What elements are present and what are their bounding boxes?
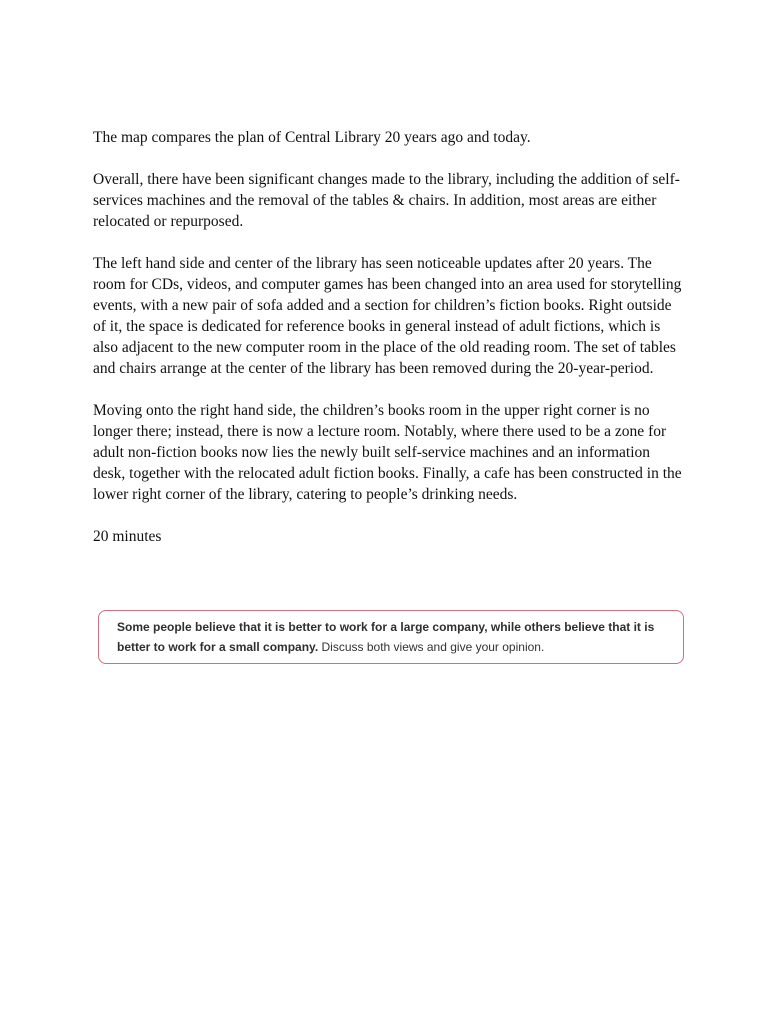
prompt-bold-text: Some people believe that it is better to work for a large company, while others believe that it is better to work for a small company. (117, 620, 655, 654)
paragraph-left-side: The left hand side and center of the library has seen noticeable updates after 20 years. The room for CDs, videos, and computer games has been changed into an area used for storytelling events, with a new pair of sofa added and a section for children’s fiction books. Right outside of it, the space is dedicated for reference books in general instead of adult fictions, which is also adjacent to the new computer room in the place of the old reading room. The set of tables and chairs arrange at the center of the library has been removed during the 20-year-period. (93, 255, 682, 377)
paragraph-intro: The map compares the plan of Central Library 20 years ago and today. (93, 129, 531, 146)
essay-prompt-box (98, 610, 684, 664)
time-note: 20 minutes (93, 528, 162, 545)
prompt-regular-text: Discuss both views and give your opinion. (318, 640, 545, 654)
paragraph-right-side: Moving onto the right hand side, the children’s books room in the upper right corner is no longer there; instead, there is now a lecture room. Notably, where there used to be a zone for adult non-fiction books now lies the newly built self-service machines and an information desk, together with the relocated adult fiction books. Finally, a cafe has been constructed in the lower right corner of the library, catering to people’s drinking needs. (93, 402, 682, 503)
paragraph-overview: Overall, there have been significant changes made to the library, including the addition of self-services machines and the removal of the tables & chairs. In addition, most areas are either relocated or repurposed. (93, 171, 680, 230)
document-body (93, 127, 683, 568)
